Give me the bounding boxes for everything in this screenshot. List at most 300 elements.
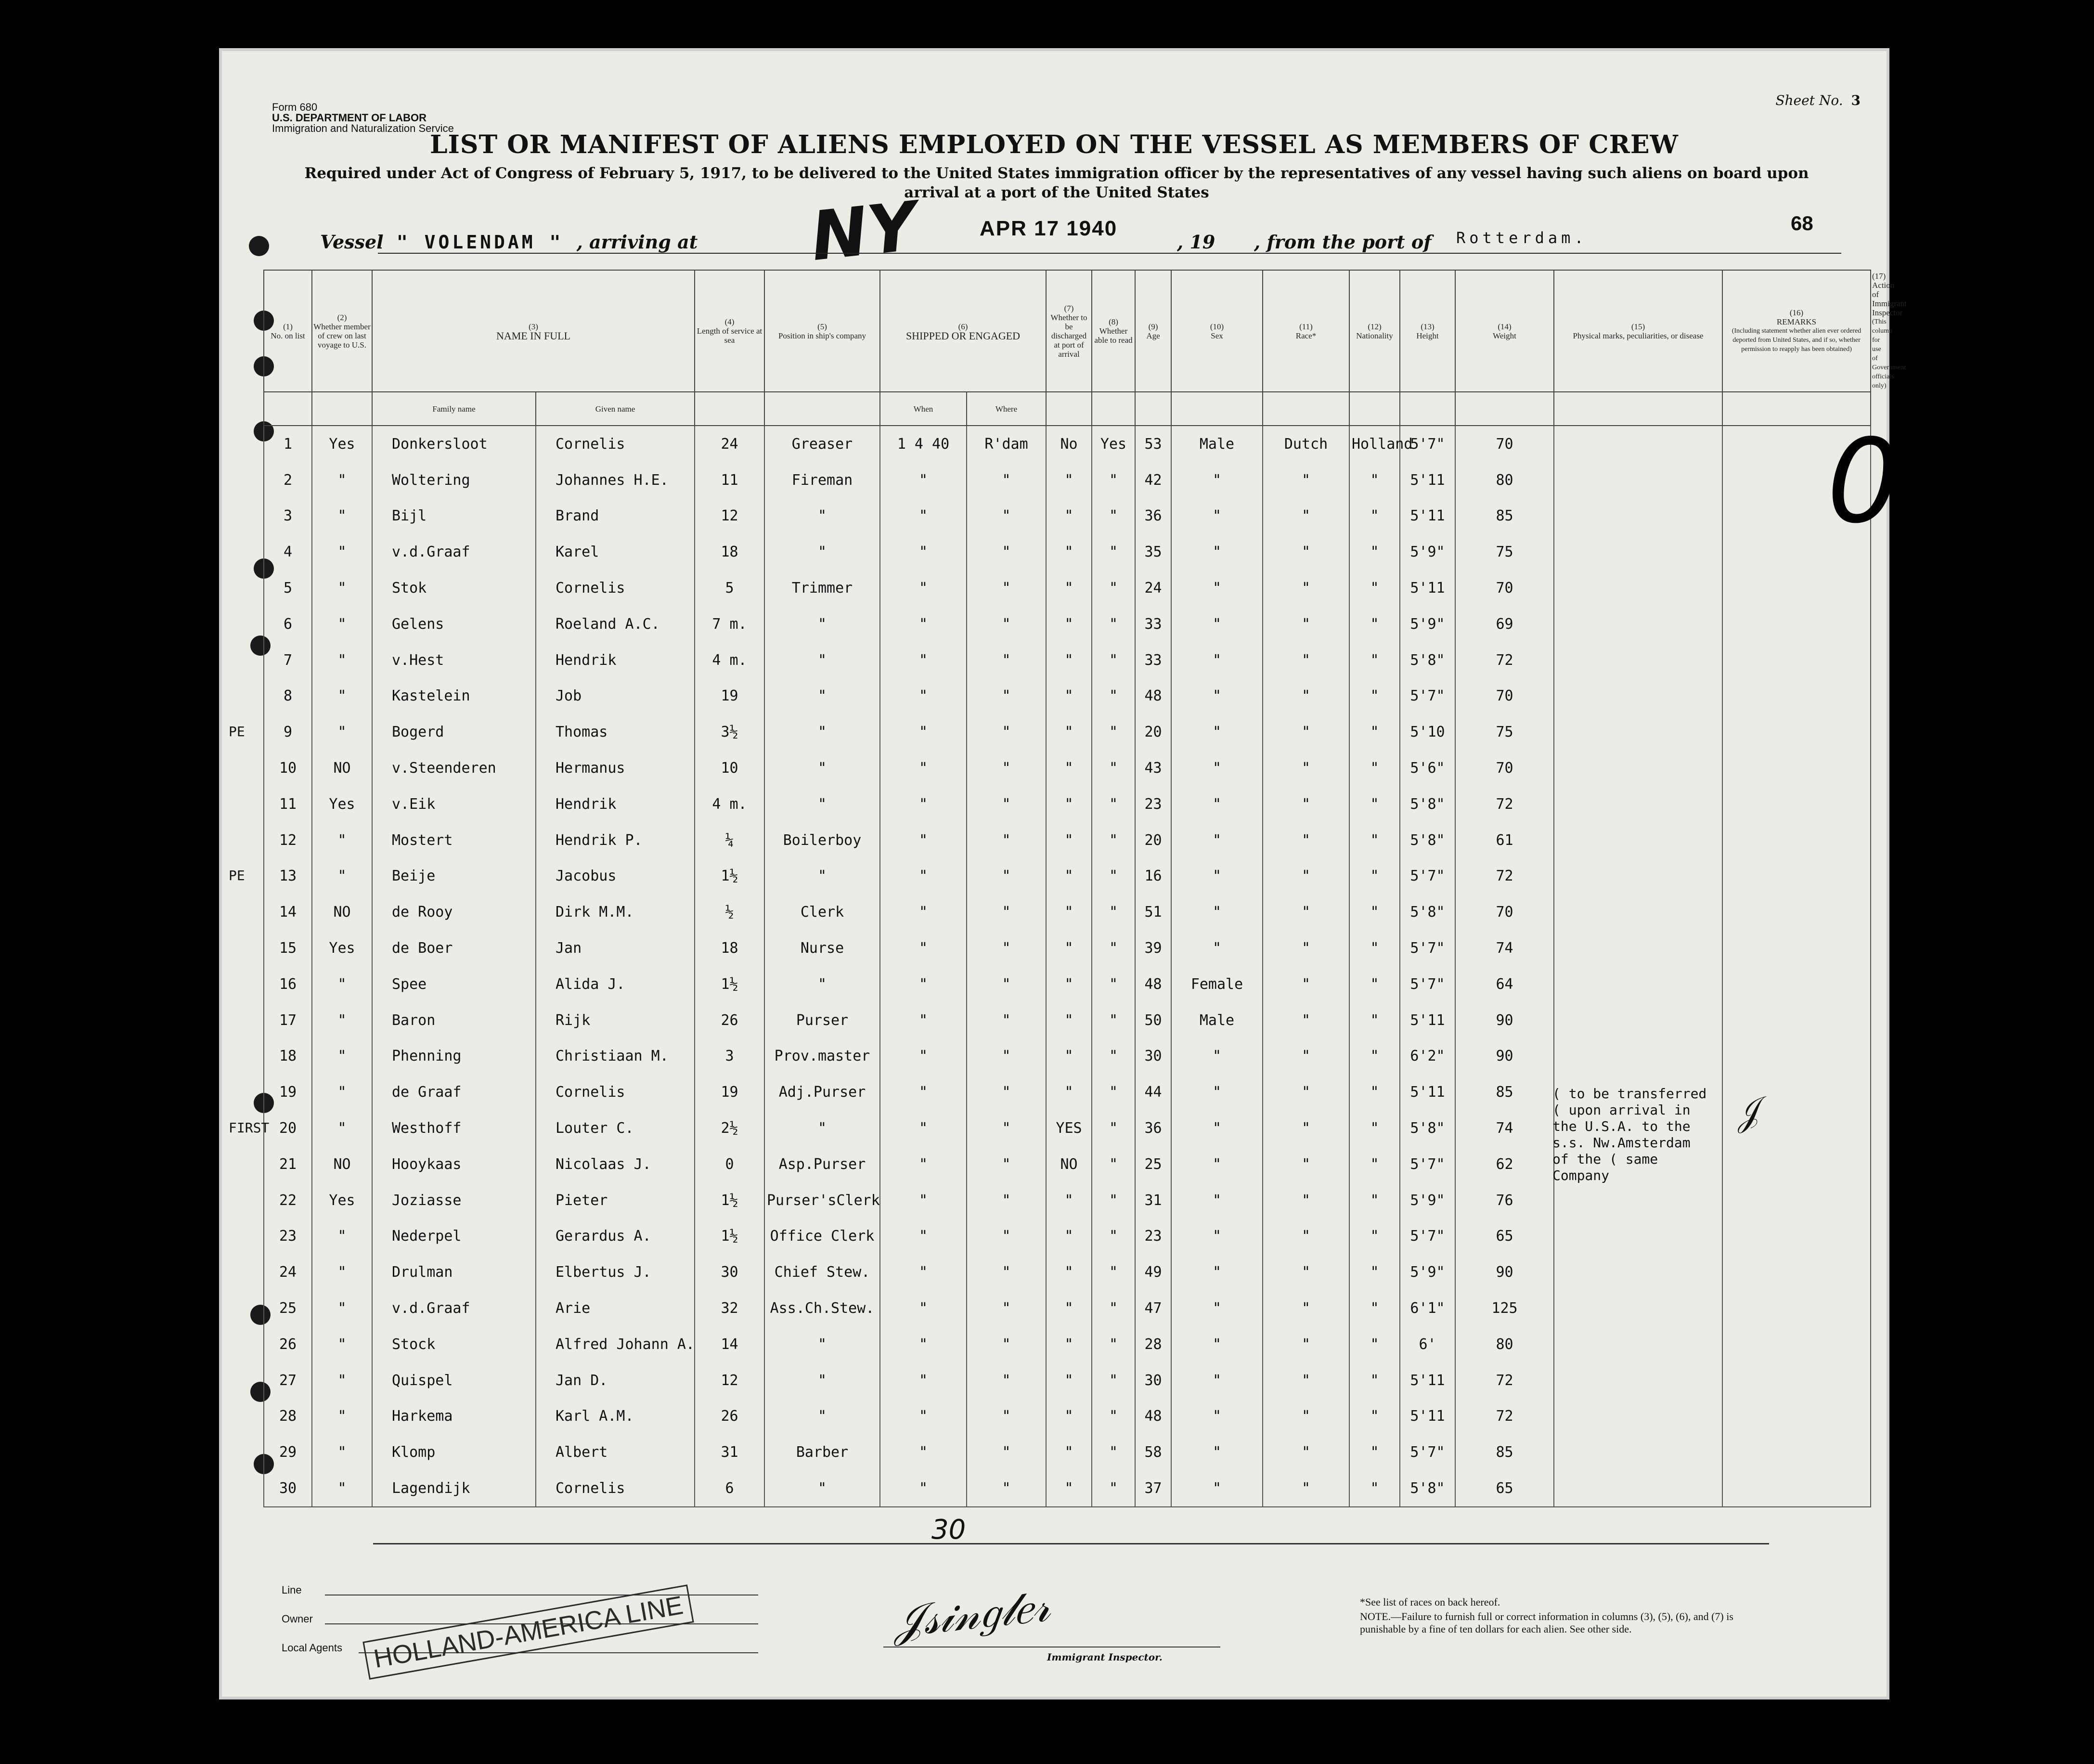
row-nationality: " [1349, 678, 1400, 714]
row-family-name: Lagendijk [372, 1470, 536, 1507]
row-age: 39 [1135, 930, 1171, 966]
row-when: " [880, 822, 967, 858]
row-read: " [1092, 642, 1135, 678]
row-given-name: Karl A.M. [536, 1399, 695, 1435]
row-remarks [1722, 1470, 1871, 1507]
col-age: (9) Age [1135, 270, 1171, 392]
row-age: 53 [1135, 426, 1171, 462]
row-given-name: Jan [536, 930, 695, 966]
row-height: 5'7" [1400, 678, 1455, 714]
row-discharged: No [1046, 426, 1092, 462]
row-remarks [1722, 1362, 1871, 1399]
table-row [264, 1254, 1871, 1290]
row-where: " [967, 786, 1046, 822]
row-remarks [1722, 750, 1871, 786]
row-where: " [967, 606, 1046, 642]
table-row [264, 426, 1871, 462]
row-given-name: Alfred Johann A. [536, 1326, 695, 1362]
row-age: 28 [1135, 1326, 1171, 1362]
row-read: " [1092, 1038, 1135, 1075]
row-position: Fireman [764, 462, 880, 498]
table-row [264, 462, 1871, 498]
punch-hole [249, 236, 269, 256]
row-family-name: Kastelein [372, 678, 536, 714]
table-row [264, 930, 1871, 966]
row-position: " [764, 1470, 880, 1507]
row-race: " [1263, 1254, 1349, 1290]
row-given-name: Job [536, 678, 695, 714]
row-weight: 70 [1455, 570, 1554, 606]
row-no: 10 [264, 750, 312, 786]
row-length: 18 [695, 930, 764, 966]
row-nationality: " [1349, 1074, 1400, 1110]
row-sex: " [1171, 642, 1263, 678]
races-note: *See list of races on back hereof. [1360, 1596, 1500, 1608]
row-age: 33 [1135, 606, 1171, 642]
row-member: " [312, 1110, 372, 1146]
row-height: 5'9" [1400, 606, 1455, 642]
row-when: " [880, 894, 967, 930]
row-where: " [967, 462, 1046, 498]
table-row [264, 822, 1871, 858]
inspector-signature: 𝒥𝓈𝒾𝓃𝑔𝓁𝑒𝓇 [891, 1581, 1052, 1647]
row-remarks [1722, 786, 1871, 822]
row-nationality: " [1349, 930, 1400, 966]
row-race: " [1263, 1326, 1349, 1362]
row-length: 2½ [695, 1110, 764, 1146]
row-given-name: Alida J. [536, 966, 695, 1002]
row-remarks [1722, 714, 1871, 750]
row-weight: 72 [1455, 858, 1554, 895]
row-member: " [312, 1074, 372, 1110]
row-family-name: Stock [372, 1326, 536, 1362]
row-age: 58 [1135, 1434, 1171, 1470]
row-where: " [967, 1362, 1046, 1399]
row-physical-marks [1554, 498, 1722, 534]
row-family-name: v.d.Graaf [372, 1290, 536, 1326]
row-discharged: " [1046, 1470, 1092, 1507]
row-position: " [764, 858, 880, 895]
row-physical-marks [1554, 714, 1722, 750]
row-discharged: " [1046, 1219, 1092, 1255]
row-length: 4 m. [695, 786, 764, 822]
holland-america-stamp: HOLLAND-AMERICA LINE [362, 1584, 694, 1680]
row-length: 3 [695, 1038, 764, 1075]
row-read: " [1092, 1146, 1135, 1182]
row-age: 48 [1135, 966, 1171, 1002]
row-position: " [764, 1362, 880, 1399]
row-age: 51 [1135, 894, 1171, 930]
row-weight: 70 [1455, 750, 1554, 786]
row-race: " [1263, 606, 1349, 642]
row-weight: 75 [1455, 534, 1554, 570]
row-no: 18 [264, 1038, 312, 1075]
row-family-name: Mostert [372, 822, 536, 858]
row-no: 21 [264, 1146, 312, 1182]
row-sex: " [1171, 930, 1263, 966]
table-row [264, 1470, 1871, 1507]
col-length: (4) Length of service at sea [695, 270, 764, 392]
row-when: " [880, 1254, 967, 1290]
manifest-sheet [219, 48, 1907, 1699]
row-weight: 72 [1455, 786, 1554, 822]
row-read: " [1092, 462, 1135, 498]
row-age: 16 [1135, 858, 1171, 895]
row-discharged: " [1046, 750, 1092, 786]
row-family-name: Gelens [372, 606, 536, 642]
row-length: 5 [695, 570, 764, 606]
row-nationality: " [1349, 1434, 1400, 1470]
row-sex: " [1171, 858, 1263, 895]
row-when: " [880, 786, 967, 822]
row-position: Asp.Purser [764, 1146, 880, 1182]
row-read: " [1092, 606, 1135, 642]
row-age: 44 [1135, 1074, 1171, 1110]
department-name: U.S. DEPARTMENT OF LABOR [272, 112, 427, 124]
row-height: 5'7" [1400, 858, 1455, 895]
col-name: (3) NAME IN FULL [372, 270, 695, 392]
row-member: Yes [312, 1182, 372, 1219]
row-race: " [1263, 1362, 1349, 1399]
vessel-name: " VOLENDAM " [396, 232, 564, 253]
row-nationality: " [1349, 1110, 1400, 1146]
row-no: 17 [264, 1002, 312, 1038]
row-when: " [880, 930, 967, 966]
row-read: Yes [1092, 426, 1135, 462]
row-position: Adj.Purser [764, 1074, 880, 1110]
row-length: 24 [695, 426, 764, 462]
row-sex: Female [1171, 966, 1263, 1002]
row-nationality: " [1349, 1002, 1400, 1038]
row-length: 26 [695, 1002, 764, 1038]
row-position: Purser [764, 1002, 880, 1038]
row-when: " [880, 1002, 967, 1038]
inspector-caption: Immigrant Inspector. [1047, 1651, 1163, 1663]
row-sex: " [1171, 1290, 1263, 1326]
row-race: " [1263, 894, 1349, 930]
row-when: " [880, 642, 967, 678]
row-remarks [1722, 606, 1871, 642]
row-no: 24 [264, 1254, 312, 1290]
row-nationality: " [1349, 498, 1400, 534]
row-nationality: " [1349, 966, 1400, 1002]
row-no: 6 [264, 606, 312, 642]
row-remarks [1722, 1146, 1871, 1182]
row-height: 5'10 [1400, 714, 1455, 750]
col-read: (8) Whether able to read [1092, 270, 1135, 392]
row-nationality: " [1349, 1038, 1400, 1075]
row-no: 1 [264, 426, 312, 462]
row-sex: " [1171, 822, 1263, 858]
row-remarks [1722, 858, 1871, 895]
row-weight: 72 [1455, 642, 1554, 678]
row-position: Boilerboy [764, 822, 880, 858]
row-no: 3 [264, 498, 312, 534]
row-sex: Male [1171, 1002, 1263, 1038]
row-discharged: " [1046, 1290, 1092, 1326]
row-height: 5'8" [1400, 786, 1455, 822]
row-where: " [967, 1399, 1046, 1435]
row-height: 5'9" [1400, 1182, 1455, 1219]
row-when: " [880, 1434, 967, 1470]
row-nationality: " [1349, 1290, 1400, 1326]
row-member: Yes [312, 930, 372, 966]
row-age: 24 [1135, 570, 1171, 606]
row-no: 25 [264, 1290, 312, 1326]
row-where: " [967, 1074, 1046, 1110]
row-physical-marks [1554, 426, 1722, 462]
row-read: " [1092, 498, 1135, 534]
row-given-name: Elbertus J. [536, 1254, 695, 1290]
row-discharged: " [1046, 534, 1092, 570]
row-physical-marks [1554, 930, 1722, 966]
table-row [264, 858, 1871, 895]
row-no: 11 [264, 786, 312, 822]
row-position: Barber [764, 1434, 880, 1470]
row-length: 31 [695, 1434, 764, 1470]
row-physical-marks [1554, 462, 1722, 498]
row-discharged: " [1046, 606, 1092, 642]
row-physical-marks [1554, 1434, 1722, 1470]
table-row [264, 498, 1871, 534]
list-number: 68 [1791, 212, 1813, 234]
row-family-name: Phenning [372, 1038, 536, 1075]
row-no: 16 [264, 966, 312, 1002]
row-physical-marks [1554, 858, 1722, 895]
row-physical-marks [1554, 1290, 1722, 1326]
row-where: " [967, 1038, 1046, 1075]
table-row [264, 642, 1871, 678]
row-nationality: " [1349, 858, 1400, 895]
row-height: 5'7" [1400, 930, 1455, 966]
col-position: (5) Position in ship's company [764, 270, 880, 392]
row-given-name: Dirk M.M. [536, 894, 695, 930]
row-remarks [1722, 822, 1871, 858]
row-race: " [1263, 1399, 1349, 1435]
row-height: 5'11 [1400, 570, 1455, 606]
row-position: " [764, 714, 880, 750]
row-sex: Male [1171, 426, 1263, 462]
row-physical-marks [1554, 1219, 1722, 1255]
row-race: " [1263, 1290, 1349, 1326]
row-member: " [312, 462, 372, 498]
crew-rows [264, 426, 1871, 1507]
row-when: " [880, 606, 967, 642]
row-sex: " [1171, 1038, 1263, 1075]
row-family-name: Stok [372, 570, 536, 606]
row-age: 43 [1135, 750, 1171, 786]
row-given-name: Karel [536, 534, 695, 570]
row-family-name: de Rooy [372, 894, 536, 930]
row-given-name: Gerardus A. [536, 1219, 695, 1255]
row-no: 2 [264, 462, 312, 498]
row-member: " [312, 966, 372, 1002]
row-given-name: Nicolaas J. [536, 1146, 695, 1182]
row-no: 12 [264, 822, 312, 858]
row-member: " [312, 1326, 372, 1362]
row-where: " [967, 1182, 1046, 1219]
row-physical-marks [1554, 966, 1722, 1002]
row-family-name: Quispel [372, 1362, 536, 1399]
row-position: Chief Stew. [764, 1254, 880, 1290]
table-row [264, 966, 1871, 1002]
row-when: " [880, 462, 967, 498]
row-position: Prov.master [764, 1038, 880, 1075]
total-count: 30 [931, 1514, 966, 1545]
row-weight: 65 [1455, 1470, 1554, 1507]
row-no: 9 [264, 714, 312, 750]
row-race: " [1263, 930, 1349, 966]
line-label: Line [282, 1584, 302, 1596]
row-remarks [1722, 894, 1871, 930]
row-sex: " [1171, 606, 1263, 642]
row-height: 5'8" [1400, 894, 1455, 930]
row-family-name: Beije [372, 858, 536, 895]
row-given-name: Cornelis [536, 1470, 695, 1507]
row-read: " [1092, 1399, 1135, 1435]
row-position: " [764, 1399, 880, 1435]
row-nationality: " [1349, 1182, 1400, 1219]
row-where: " [967, 498, 1046, 534]
row-when: " [880, 1290, 967, 1326]
row-where: " [967, 642, 1046, 678]
row-no: 20 [264, 1110, 312, 1146]
row-family-name: v.Hest [372, 642, 536, 678]
transfer-remarks: ( to be transferred ( upon arrival in the U.S.A. to the s.s. Nw.Amsterdam of the ( same Company [1552, 1086, 1707, 1183]
row-discharged: " [1046, 678, 1092, 714]
row-length: 30 [695, 1254, 764, 1290]
row-read: " [1092, 1326, 1135, 1362]
row-family-name: Joziasse [372, 1182, 536, 1219]
row-nationality: " [1349, 1470, 1400, 1507]
row-age: 48 [1135, 678, 1171, 714]
row-given-name: Cornelis [536, 426, 695, 462]
row-family-name: Donkersloot [372, 426, 536, 462]
row-member: NO [312, 1146, 372, 1182]
row-age: 50 [1135, 1002, 1171, 1038]
row-member: " [312, 1470, 372, 1507]
sheet-number: Sheet No. 3 [1775, 92, 1861, 108]
row-when: " [880, 714, 967, 750]
row-position: Trimmer [764, 570, 880, 606]
row-family-name: Nederpel [372, 1219, 536, 1255]
row-family-name: de Graaf [372, 1074, 536, 1110]
row-physical-marks [1554, 534, 1722, 570]
row-when: " [880, 678, 967, 714]
row-sex: " [1171, 1146, 1263, 1182]
row-sex: " [1171, 1074, 1263, 1110]
row-discharged: NO [1046, 1146, 1092, 1182]
row-height: 5'8" [1400, 1110, 1455, 1146]
row-race: " [1263, 1182, 1349, 1219]
row-weight: 70 [1455, 426, 1554, 462]
row-remarks [1722, 1326, 1871, 1362]
row-nationality: " [1349, 1362, 1400, 1399]
row-height: 6'2" [1400, 1038, 1455, 1075]
row-discharged: " [1046, 1434, 1092, 1470]
row-length: 12 [695, 1362, 764, 1399]
row-length: 1½ [695, 858, 764, 895]
row-member: " [312, 1254, 372, 1290]
table-row [264, 1399, 1871, 1435]
col-given-name: Given name [536, 392, 695, 426]
table-row [264, 714, 1871, 750]
row-discharged: " [1046, 930, 1092, 966]
row-discharged: " [1046, 894, 1092, 930]
row-weight: 72 [1455, 1399, 1554, 1435]
row-position: " [764, 1110, 880, 1146]
row-where: " [967, 1146, 1046, 1182]
row-discharged: YES [1046, 1110, 1092, 1146]
col-race: (11) Race* [1263, 270, 1349, 392]
row-discharged: " [1046, 642, 1092, 678]
row-age: 49 [1135, 1254, 1171, 1290]
row-age: 20 [1135, 714, 1171, 750]
row-when: " [880, 1182, 967, 1219]
row-where: " [967, 894, 1046, 930]
row-when: " [880, 1146, 967, 1182]
row-read: " [1092, 1362, 1135, 1399]
row-remarks [1722, 966, 1871, 1002]
row-given-name: Jacobus [536, 858, 695, 895]
row-weight: 61 [1455, 822, 1554, 858]
row-sex: " [1171, 786, 1263, 822]
row-weight: 125 [1455, 1290, 1554, 1326]
vessel-underline [378, 253, 1841, 254]
row-height: 5'11 [1400, 1399, 1455, 1435]
row-weight: 76 [1455, 1182, 1554, 1219]
row-remarks [1722, 570, 1871, 606]
row-given-name: Cornelis [536, 570, 695, 606]
row-no: 26 [264, 1326, 312, 1362]
row-nationality: " [1349, 894, 1400, 930]
arrival-port-handwritten: NY [807, 187, 920, 276]
row-where: " [967, 1254, 1046, 1290]
row-physical-marks [1554, 894, 1722, 930]
row-member: " [312, 1038, 372, 1075]
row-when: " [880, 750, 967, 786]
row-sex: " [1171, 570, 1263, 606]
row-weight: 70 [1455, 678, 1554, 714]
row-race: " [1263, 750, 1349, 786]
row-read: " [1092, 714, 1135, 750]
row-no: 19 [264, 1074, 312, 1110]
row-remarks [1722, 1399, 1871, 1435]
row-family-name: Bogerd [372, 714, 536, 750]
col-physical: (15) Physical marks, peculiarities, or disease [1554, 270, 1722, 392]
row-member: Yes [312, 786, 372, 822]
row-physical-marks [1554, 1470, 1722, 1507]
row-remarks [1722, 1290, 1871, 1326]
row-member: " [312, 714, 372, 750]
row-no: 5 [264, 570, 312, 606]
row-family-name: v.Eik [372, 786, 536, 822]
row-member: " [312, 1399, 372, 1435]
table-row [264, 894, 1871, 930]
row-where: " [967, 822, 1046, 858]
service-name: Immigration and Naturalization Service [272, 122, 454, 134]
row-age: 47 [1135, 1290, 1171, 1326]
row-no: 30 [264, 1470, 312, 1507]
row-length: 7 m. [695, 606, 764, 642]
row-height: 5'9" [1400, 1254, 1455, 1290]
row-when: " [880, 498, 967, 534]
row-race: " [1263, 1470, 1349, 1507]
row-read: " [1092, 534, 1135, 570]
row-physical-marks [1554, 822, 1722, 858]
row-race: " [1263, 786, 1349, 822]
row-height: 5'8" [1400, 1470, 1455, 1507]
